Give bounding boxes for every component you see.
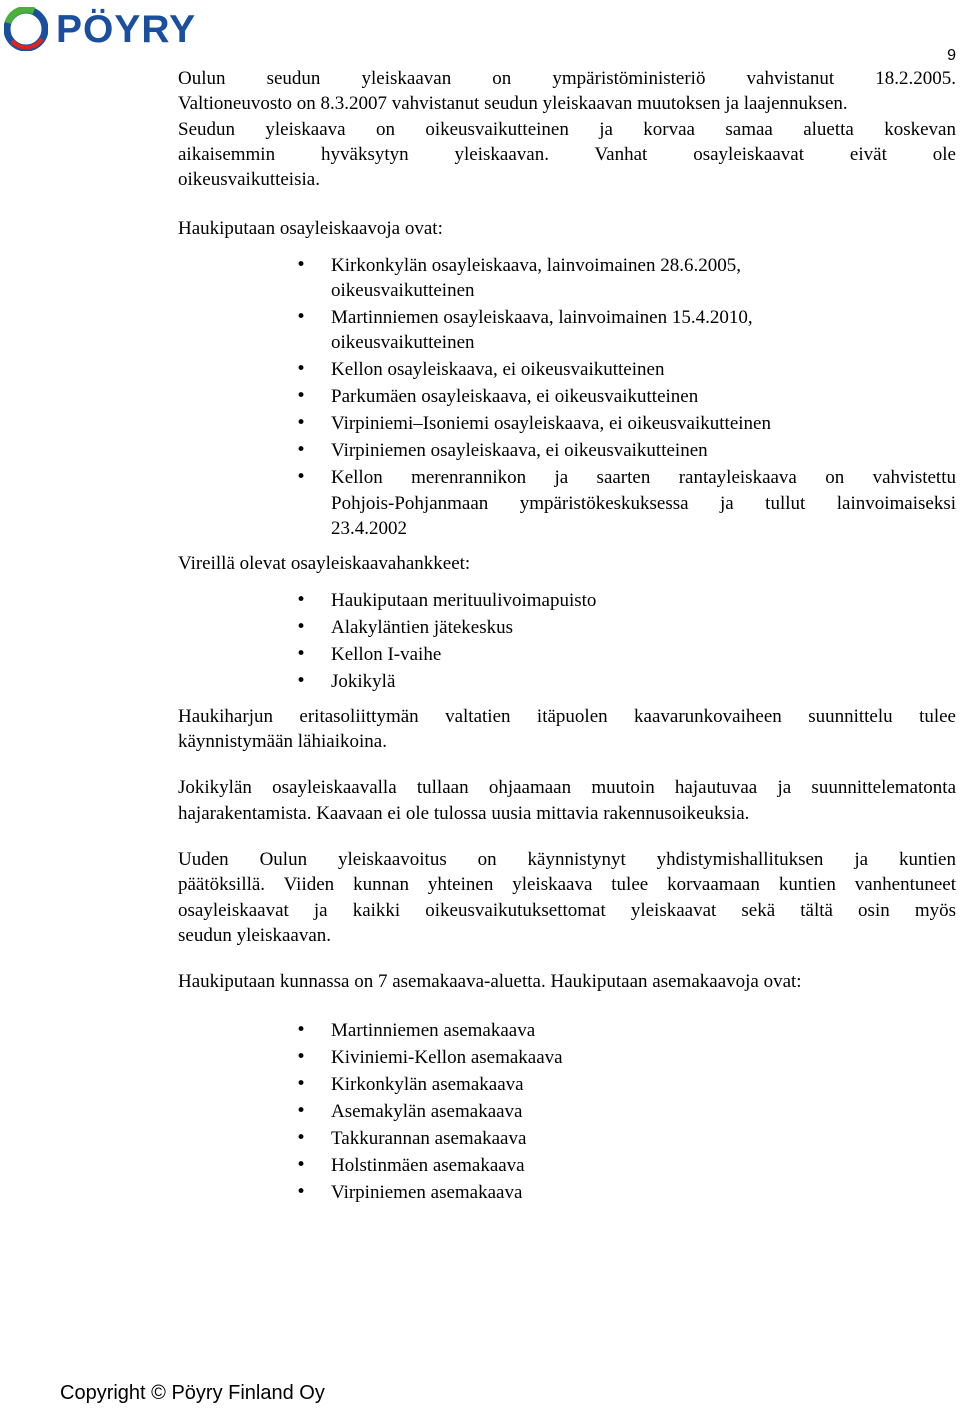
list-item-text: • Kiviniemi-Kellon asemakaava — [331, 1047, 563, 1069]
paragraph-jokikyla — [178, 775, 956, 826]
paragraph-line: päätöksillä. Viiden kunnan yhteinen yleiskaava tulee korvaamaan kuntien vanhentuneet — [178, 874, 956, 896]
list-item — [178, 1126, 956, 1151]
paragraph-line: Haukiharjun eritasoliittymän valtatien itäpuolen kaavarunkovaiheen suunnittelu tulee — [178, 705, 956, 727]
list-item — [178, 1099, 956, 1124]
list-item-text: • Jokikylä — [331, 671, 396, 693]
intro-line: oikeusvaikutteisia. — [178, 169, 320, 191]
intro-line: Seudun yleiskaava on oikeusvaikutteinen ja korvaa samaa aluetta koskevan — [178, 118, 956, 140]
paragraph-line: seudun yleiskaavan. — [178, 924, 332, 946]
list-item-text: Pohjois-Pohjanmaan ympäristökeskuksessa ja tullut lainvoimaiseksi — [331, 492, 956, 514]
list-item — [178, 588, 956, 613]
paragraph-haukiharju — [178, 704, 956, 755]
paragraph-line: hajarakentamista. Kaavaan ei ole tulossa uusia mittavia rakennusoikeuksia. — [178, 802, 750, 824]
poyry-logo-mark-icon — [4, 7, 48, 51]
list-item — [178, 1018, 956, 1043]
list-item-text: • Parkumäen osayleiskaava, ei oikeusvaikutteinen — [331, 386, 699, 408]
paragraph-line: Jokikylän osayleiskaavalla tullaan ohjaamaan muutoin hajautuvaa ja suunnittelematonta — [178, 777, 956, 799]
asemakaavat-list — [178, 1018, 956, 1205]
list-item-text: • Martinniemen asemakaava — [331, 1020, 536, 1042]
list-item — [178, 357, 956, 382]
list-item — [178, 615, 956, 640]
list-item — [178, 465, 956, 541]
list-item — [178, 253, 956, 304]
list-item — [178, 642, 956, 667]
intro-paragraph — [178, 66, 956, 192]
intro-line: aikaisemmin hyväksytyn yleiskaavan. Vanhat osayleiskaavat eivät ole — [178, 143, 956, 165]
intro-line: Valtioneuvosto on 8.3.2007 vahvistanut seudun yleiskaavan muutoksen ja laajennuksen. — [178, 93, 848, 115]
list-item — [178, 384, 956, 409]
list-item-text: • Kirkonkylän osayleiskaava, lainvoimainen 28.6.2005, — [331, 254, 741, 276]
list-item-text: • Kellon I-vaihe — [331, 644, 442, 666]
hankkeet-list — [178, 588, 956, 694]
page-number: 9 — [947, 47, 956, 64]
document-body — [178, 66, 956, 1207]
intro-line: Oulun seudun yleiskaavan on ympäristöministeriö vahvistanut 18.2.2005. — [178, 68, 956, 89]
list-item-text: • Virpiniemi–Isoniemi osayleiskaava, ei oikeusvaikutteinen — [331, 413, 771, 435]
paragraph-line: Uuden Oulun yleiskaavoitus on käynnistynyt yhdistymishallituksen ja kuntien — [178, 848, 956, 870]
paragraph-line: osayleiskaavat ja kaikki oikeusvaikutuksettomat yleiskaavat sekä tältä osin myös — [178, 899, 956, 921]
list-item-text: • Holstinmäen asemakaava — [331, 1155, 525, 1177]
list-item — [178, 438, 956, 463]
list-item-text: • Virpiniemen asemakaava — [331, 1182, 523, 1204]
list-item-text: • Kellon merenrannikon ja saarten rantayleiskaava on vahvistettu — [331, 467, 956, 489]
list-item-text: oikeusvaikutteinen — [331, 332, 475, 354]
list-item — [178, 1180, 956, 1205]
list-item — [178, 411, 956, 436]
list-item — [178, 669, 956, 694]
asemakaavat-heading: Haukiputaan kunnassa on 7 asemakaava-aluetta. Haukiputaan asemakaavoja ovat: — [178, 971, 802, 993]
paragraph-uusi-oulu — [178, 847, 956, 948]
list-item-text: • Asemakylän asemakaava — [331, 1101, 523, 1123]
paragraph-line: käynnistymään lähiaikoina. — [178, 731, 387, 753]
osayleiskaavat-heading: Haukiputaan osayleiskaavoja ovat: — [178, 218, 443, 240]
hankkeet-heading: Vireillä olevat osayleiskaavahankkeet: — [178, 553, 471, 575]
list-item-text: • Virpiniemen osayleiskaava, ei oikeusvaikutteinen — [331, 440, 708, 462]
list-item-text: • Kellon osayleiskaava, ei oikeusvaikutteinen — [331, 359, 665, 381]
list-item-text: • Takkurannan asemakaava — [331, 1128, 527, 1150]
list-item-text: • Martinniemen osayleiskaava, lainvoimainen 15.4.2010, — [331, 307, 753, 329]
list-item-text: • Alakyläntien jätekeskus — [331, 617, 514, 639]
logo-wordmark: PÖYRY — [56, 7, 197, 51]
osayleiskaavat-list — [178, 253, 956, 541]
list-item-text: oikeusvaikutteinen — [331, 280, 475, 302]
copyright-footer: Copyright © Pöyry Finland Oy — [60, 1382, 325, 1404]
company-logo — [4, 6, 196, 52]
list-item — [178, 1045, 956, 1070]
list-item-text: • Kirkonkylän asemakaava — [331, 1074, 524, 1096]
list-item — [178, 1153, 956, 1178]
list-item — [178, 305, 956, 356]
list-item-text: • Haukiputaan merituulivoimapuisto — [331, 590, 597, 612]
list-item-text: 23.4.2002 — [331, 517, 407, 539]
list-item — [178, 1072, 956, 1097]
